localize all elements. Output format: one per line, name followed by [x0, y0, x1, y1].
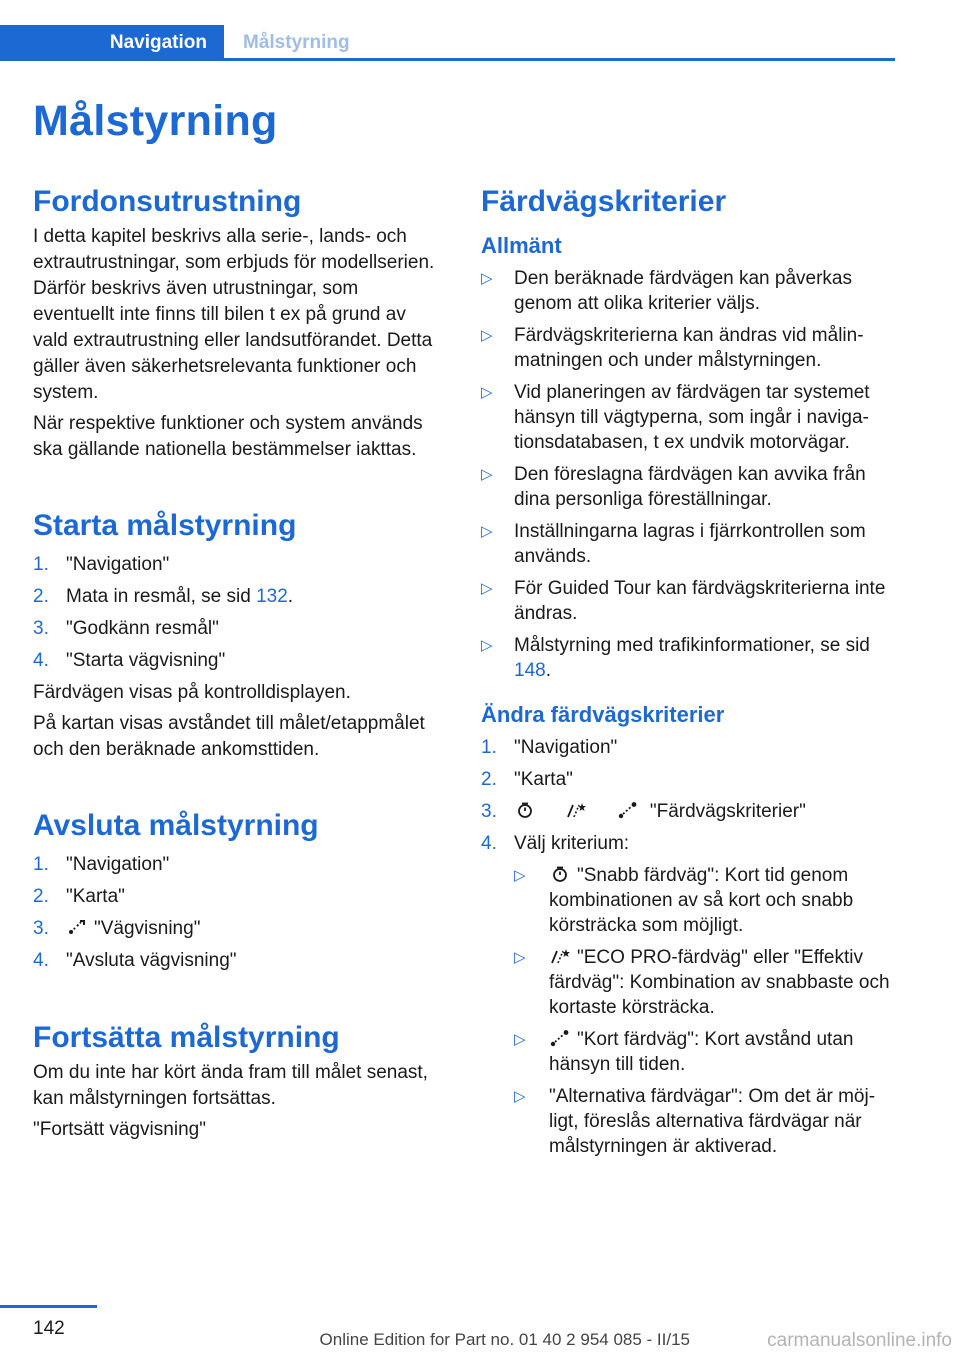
short-route-icon: [549, 1029, 571, 1047]
list-item: ▷ Målstyrning med trafikinformationer, se sid 148.: [481, 635, 870, 681]
tab-navigation[interactable]: Navigation: [0, 25, 224, 61]
step-item: 1. "Navigation": [33, 554, 170, 575]
page-number: 142: [33, 1318, 65, 1339]
page-link[interactable]: 148: [514, 660, 546, 681]
list-item: ▷ Den föreslagna färdvägen kan avvika från dina personliga föreställningar.: [481, 464, 866, 510]
paragraph: "Fortsätt vägvisning": [33, 1119, 206, 1140]
paragraph: Om du inte har kört ända fram till målet senast, kan målstyrningen fortsättas.: [33, 1062, 428, 1109]
left-column: [33, 180, 443, 1148]
triangle-icon: ▷: [481, 637, 493, 654]
heading-fardvagskriterier: Färdvägskriterier: [481, 185, 727, 218]
route-guidance-icon: [66, 918, 88, 936]
steps-starta: [33, 552, 443, 674]
paragraph: När respektive funktioner och system används ska gällande nationella bestämmelser iakttas.: [33, 413, 423, 460]
paragraph: I detta kapitel beskrivs alla serie-, lands- och extrautrustningar, som erbjuds för modellserien. Därför beskrivs även utrustningar, som eventuellt inte finns till bilen t ex på grund av vald extrautrustning eller landsutförandet. Detta gäller även säkerhetsrelevanta funktioner och system.: [33, 226, 435, 403]
step-item: 4. "Avsluta vägvisning": [33, 950, 237, 971]
short-route-icon: [617, 801, 639, 819]
list-item: ▷ Den beräknade färdvägen kan påverkas genom att olika kriterier väljs.: [481, 268, 853, 314]
step-item: 4. Välj kriterium: ▷ "Snabb färdväg": Kort tid genom kombinationen av så kort och snabb körsträcka som möjligt. ▷ "ECO PRO-färdväg" eller "Effektiv färdväg": Kombination av snabbaste och kortaste körsträcka. ▷ "Kort färdväg": Kort avstånd utan hänsyn till tiden. ▷ "Alternativa färdvägar": Om det är möjligt, föreslås alternativa färdvägar när målstyrningen är aktiverad.: [481, 831, 896, 1159]
heading-fordonsutrustning: Fordonsutrustning: [33, 185, 302, 218]
page-title: Målstyrning: [33, 97, 278, 145]
heading-andra-fardvagskriterier: Ändra färdvägskriterier: [481, 702, 725, 727]
steps-avsluta: [33, 852, 443, 974]
option-fast-route[interactable]: ▷ "Snabb färdväg": Kort tid genom kombinationen av så kort och snabb körsträcka som möjligt.: [514, 865, 854, 936]
clock-icon: [549, 865, 571, 883]
paragraph: Färdvägen visas på kontrolldisplayen.: [33, 682, 351, 703]
paragraph: På kartan visas avståndet till målet/etappmålet och den beräknade ankomsttiden.: [33, 713, 425, 760]
step-item: 1. "Navigation": [481, 737, 618, 758]
heading-allmant: Allmänt: [481, 233, 562, 258]
triangle-icon: ▷: [514, 1088, 526, 1105]
page-header: [0, 25, 960, 61]
step-item: 4. "Starta vägvisning": [33, 650, 226, 671]
list-item: ▷ Färdvägskriterierna kan ändras vid målinmatningen och under målstyrningen.: [481, 325, 864, 371]
triangle-icon: ▷: [481, 327, 493, 344]
step-item: 3. "Godkänn resmål": [33, 618, 219, 639]
triangle-icon: ▷: [481, 384, 493, 401]
step-item: 2. Mata in resmål, se sid 132.: [33, 586, 294, 607]
triangle-icon: ▷: [481, 580, 493, 597]
clock-icon: [514, 801, 536, 819]
option-short-route[interactable]: ▷ "Kort färdväg": Kort avstånd utan hänsyn till tiden.: [514, 1029, 854, 1075]
heading-starta-malstyrning: Starta målstyrning: [33, 509, 297, 542]
watermark: carmanualsonline.info: [767, 1330, 952, 1351]
right-column: [481, 180, 896, 1166]
triangle-icon: ▷: [481, 466, 493, 483]
triangle-icon: ▷: [481, 523, 493, 540]
step-item: 3. "Färdvägskriterier": [481, 801, 806, 822]
criteria-options: [514, 863, 896, 1159]
step-item: 2. "Karta": [481, 769, 573, 790]
footer-rule: [0, 1305, 97, 1308]
steps-andra: [481, 735, 896, 1159]
bullets-allmant: [481, 266, 896, 683]
triangle-icon: ▷: [481, 270, 493, 287]
heading-avsluta-malstyrning: Avsluta målstyrning: [33, 809, 319, 842]
step-item: 3. "Vägvisning": [33, 918, 201, 939]
step-item: 1. "Navigation": [33, 854, 170, 875]
option-alternative-routes[interactable]: ▷ "Alternativa färdvägar": Om det är möjligt, föreslås alternativa färdvägar när målstyrningen är aktiverad.: [514, 1086, 876, 1157]
step-item: 2. "Karta": [33, 886, 125, 907]
list-item: ▷ För Guided Tour kan färdvägskriterierna inte ändras.: [481, 578, 886, 624]
list-item: ▷ Vid planeringen av färdvägen tar systemet hänsyn till vägtyperna, som ingår i navigationsdatabasen, t ex undvik motorvägar.: [481, 382, 870, 453]
eco-route-icon: [549, 947, 571, 965]
list-item: ▷ Inställningarna lagras i fjärrkontrollen som används.: [481, 521, 866, 567]
triangle-icon: ▷: [514, 867, 526, 884]
heading-fortsatta-malstyrning: Fortsätta målstyrning: [33, 1021, 340, 1054]
edition-note: Online Edition for Part no. 01 40 2 954 085 - II/15: [319, 1330, 690, 1349]
option-eco-route[interactable]: ▷ "ECO PRO-färdväg" eller "Effektiv färdväg": Kombination av snabbaste och kortaste körsträcka.: [514, 947, 890, 1018]
eco-route-icon: [565, 801, 587, 819]
triangle-icon: ▷: [514, 949, 526, 966]
tab-malstyrning[interactable]: Målstyrning: [243, 32, 350, 53]
page-link[interactable]: 132: [256, 586, 288, 607]
triangle-icon: ▷: [514, 1031, 526, 1048]
